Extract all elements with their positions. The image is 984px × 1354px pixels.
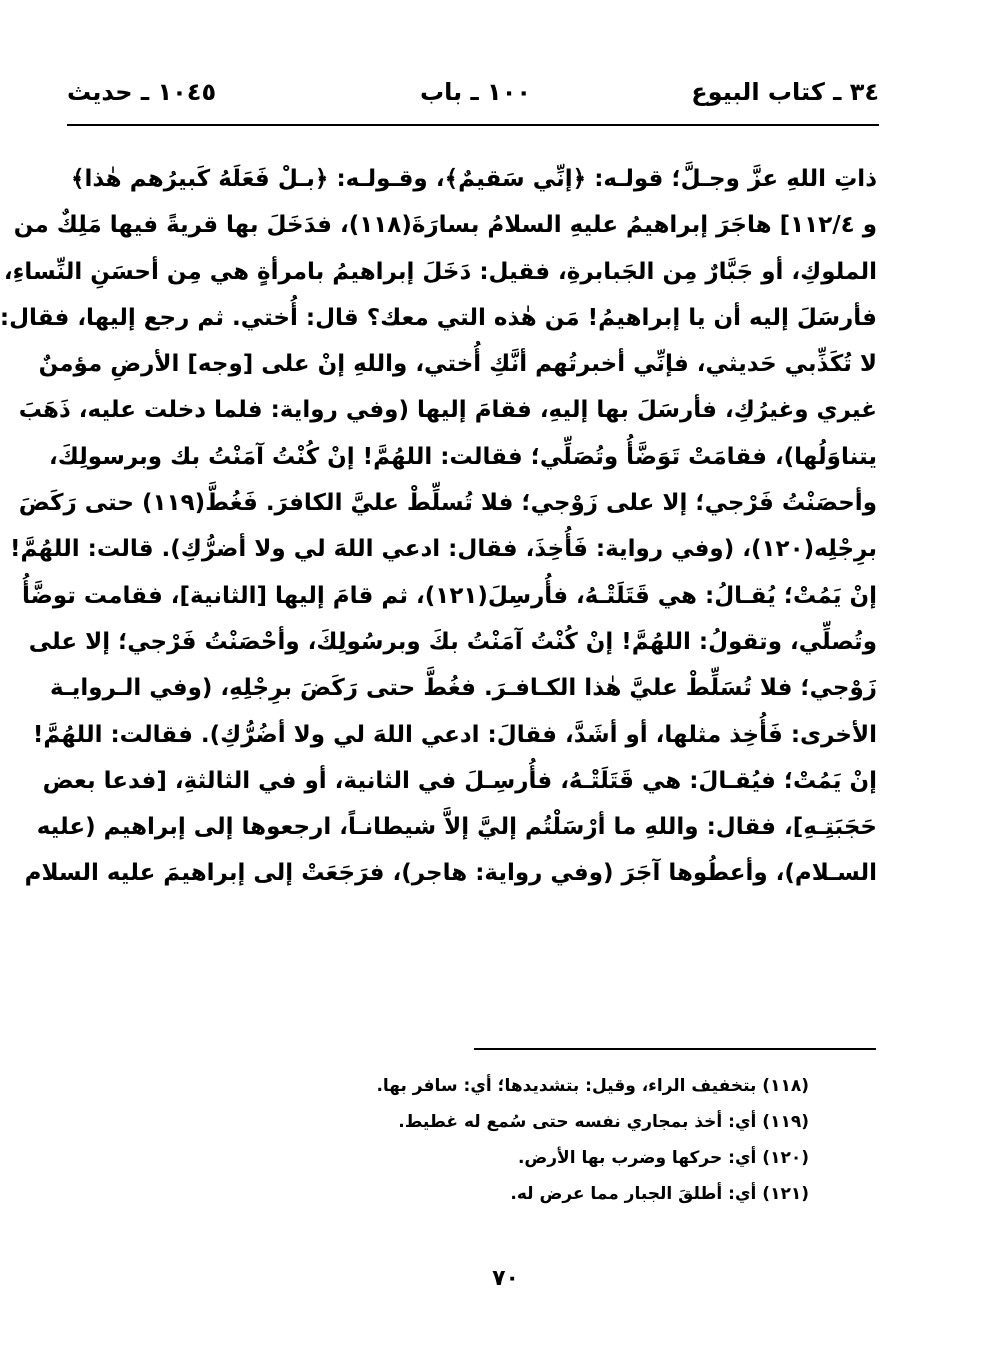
text-line: وأحصَنْتُ فَرْجي؛ إلا على زَوْجي؛ فلا تُسلِّطْ عليَّ الكافرَ. فَغُطَّ(١١٩) حتى رَكَضَ [18, 490, 877, 517]
header-divider [67, 124, 879, 126]
footnote-item: (١١٨) بتخفيف الراء، وقيل: بتشديدها؛ أي: سافر بها. [376, 1076, 809, 1096]
text-line: غيري وغيرُكِ، فأرسَلَ بها إليهِ، فقامَ إليها (وفي رواية: فلما دخلت عليه، ذَهَبَ [18, 397, 877, 424]
page-number: ٧٠ [492, 1266, 519, 1291]
text-line: برِجْلِه(١٢٠)، (وفي رواية: فَأُخِذَ، فقال: ادعي اللهَ لي ولا أضرُّكِ). قالت: اللهُمَّ! [10, 536, 877, 563]
main-text [0, 156, 877, 897]
text-line: لا تُكَذِّبي حَديثي، فإنِّي أخبرتُهم أنَّكِ أُختي، واللهِ إنْ على [وجه] الأرضِ مؤمنٌ [38, 351, 877, 378]
text-line: وتُصلِّي، وتقولُ: اللهُمَّ! إنْ كُنْتُ آمَنْتُ بكَ وبرسُولِكَ، وأحْصَنْتُ فَرْجي؛ إلا على [28, 628, 877, 655]
text-line: زَوْجي؛ فلا تُسَلِّطْ عليَّ هٰذا الكـافـرَ. فغُطَّ حتى رَكَضَ برِجْلِهِ، (وفي الـروايـة [49, 675, 877, 702]
text-line: الملوكِ، أو جَبَّارٌ مِن الجَبابرةِ، فقيل: دَخَلَ إبراهيمُ بامرأةٍ هي مِن أحسَنِ النِّساءِ، [3, 258, 877, 285]
running-header [67, 78, 879, 118]
text-line: إنْ يَمُتْ؛ فيُقـالَ: هي قَتَلَتْـهُ، فأُرسِـلَ في الثانية، أو في الثالثةِ، [فدعا بعض [42, 767, 877, 794]
footnote-divider [474, 1048, 876, 1050]
text-line: السـلام)، وأعطُوها آجَرَ (وفي رواية: هاجر)، فرَجَعَتْ إلى إبراهيمَ عليه السلام [24, 860, 877, 887]
text-line: يتناوَلُها)، فقامَتْ تَوَضَّأُ وتُصَلِّي؛ فقالت: اللهُمَّ! إنْ كُنْتُ آمَنْتُ بك وبرسولِكَ، [49, 443, 877, 470]
footnotes [169, 1068, 809, 1212]
chapter-title: ٣٤ ـ كتاب البيوع [691, 78, 879, 106]
footnote-item: (١٢١) أي: أطلقَ الجبار مما عرض له. [510, 1184, 809, 1204]
text-line: فأرسَلَ إليه أن يا إبراهيمُ! مَن هٰذه التي معك؟ قال: أُختي. ثم رجع إليها، فقال: [0, 304, 877, 331]
footnote-item: (١١٩) أي: أخذ بمجاري نفسه حتى سُمع له غطيط. [398, 1112, 809, 1132]
text-line: إنْ يَمُتْ؛ يُقـالُ: هي قَتَلَتْـهُ، فأُرسِلَ(١٢١)، ثم قامَ إليها [الثانية]، فقامت توضَّأُ [22, 582, 877, 609]
section-title: ١٠٠ ـ باب [419, 78, 531, 106]
footnote-item: (١٢٠) أي: حركها وضرب بها الأرض. [517, 1148, 809, 1168]
text-line: حَجَبَتِـهِ]، فقال: واللهِ ما أرْسَلْتُم إليَّ إلاَّ شيطانـاً، ارجعوها إلى إبراهيم (عليه [36, 814, 877, 841]
text-line: و ١١٢/٤] هاجَرَ إبراهيمُ عليهِ السلامُ بسارَةَ(١١٨)، فدَخَلَ بها قريةً فيها مَلِكٌ من [13, 212, 877, 239]
hadith-number: ١٠٤٥ ـ حديث [67, 78, 217, 106]
text-line: الأخرى: فَأُخِذ مثلها، أو أشَدَّ، فقالَ: ادعي اللهَ لي ولا أضُرُّكِ). فقالت: اللهُمَّ! [32, 721, 877, 748]
text-line: ذاتِ اللهِ عزَّ وجـلَّ؛ قولـه: ﴿إنِّي سَقيمٌ﴾، وقـولـه: ﴿بـلْ فَعَلَهُ كَبيرُهم هٰذا﴾ [71, 166, 877, 192]
